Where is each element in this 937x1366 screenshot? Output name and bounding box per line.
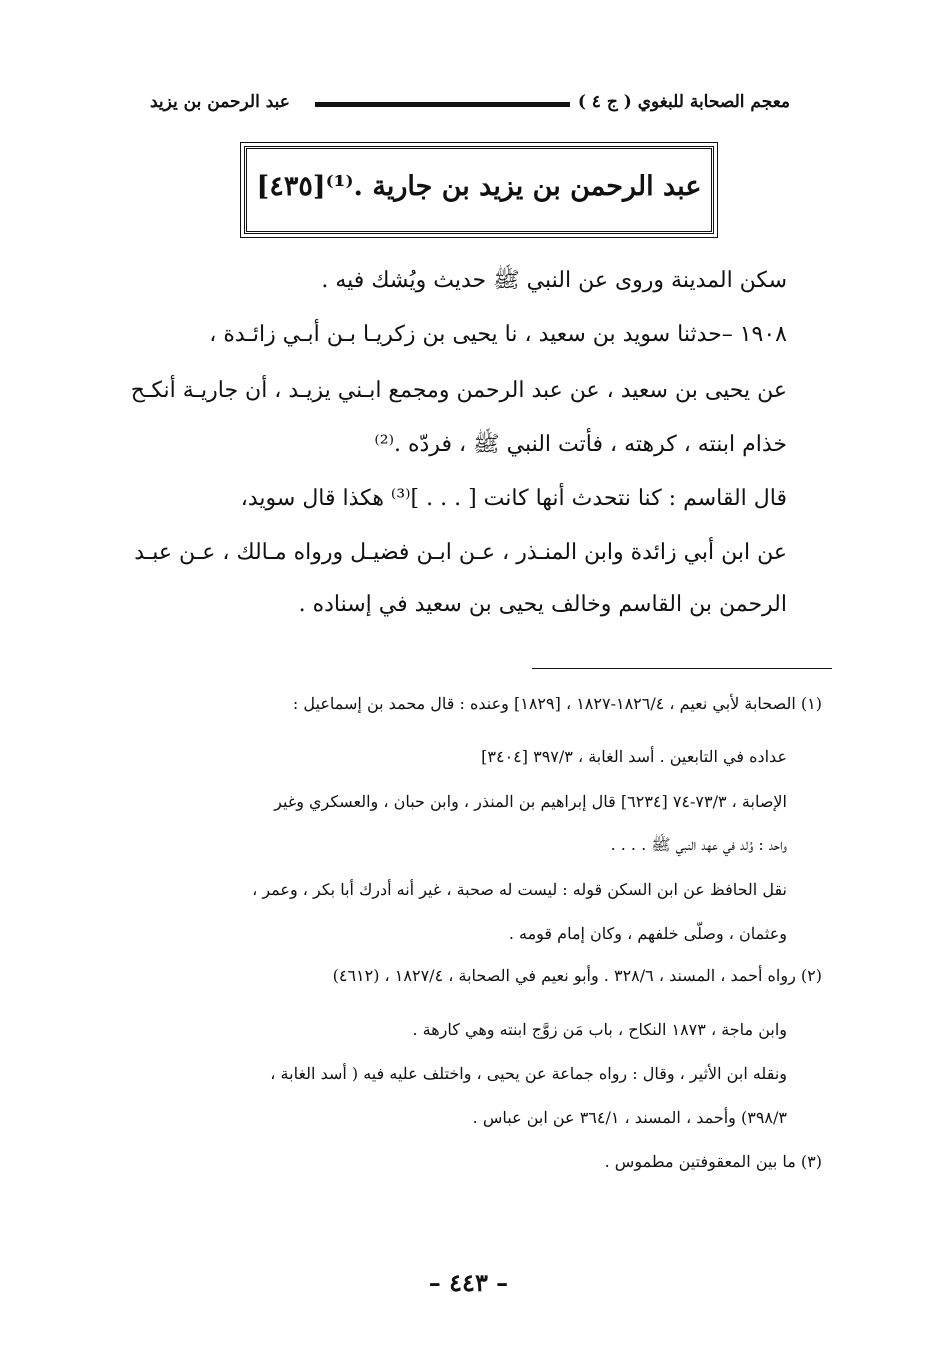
body-line-2: ١٩٠٨ –حدثنا سويد بن سعيد ، نا يحيى بن زكريـا بـن أبـي زائـدة ، [209,322,787,347]
body-line-5: قال القاسم : كنا نتحدث أنها كانت [ . . . ]⁽³⁾ هكذا قال سويد، [240,486,787,511]
header-book-title: معجم الصحابة للبغوي ( ج ٤ ) [577,92,790,112]
footnote-1-line-5: نقل الحافظ عن ابن السكن قوله : ليست له صحبة ، غير أنه أدرك أبا بكر ، وعمر ، [252,880,787,899]
body-line-3: عن يحيى بن سعيد ، عن عبد الرحمن ومجمع ابـني يزيـد ، أن جاريـة أنكـح [130,378,787,403]
footnote-2-line-1: (٢) رواه أحمد ، المسند ، ٣٢٨/٦ . وأبو نعيم في الصحابة ، ١٨٢٧/٤ ، (٤٦١٢) [332,966,822,985]
footnote-1-line-1: (١) الصحابة لأبي نعيم ، ١٨٢٦/٤-١٨٢٧ ، [١٨٢٩] وعنده : قال محمد بن إسماعيل : [292,694,822,713]
entry-title: عبد الرحمن بن يزيد بن جارية .⁽¹⁾[٤٣٥] [256,171,702,202]
footnote-1-line-4: واحد : وُلد في عهد النبي ﷺ . . . . [610,835,787,854]
footnote-1-line-3: الإصابة ، ٧٣/٣-٧٤ [٦٢٣٤] قال إبراهيم بن المنذر ، وابن حبان ، والعسكري وغير [274,792,787,811]
running-header [150,92,790,122]
footnote-2-line-4: ٣٩٨/٣) وأحمد ، المسند ، ٣٦٤/١ عن ابن عباس . [472,1108,787,1127]
footnote-1-line-2: عداده في التابعين . أسد الغابة ، ٣٩٧/٣ [٣٤٠٤] [481,747,787,766]
footnote-3: (٣) ما بين المعقوفتين مطموس . [604,1152,822,1171]
body-line-7: الرحمن بن القاسم وخالف يحيى بن سعيد في إسناده . [298,592,787,617]
header-rule [315,102,570,107]
header-section-title: عبد الرحمن بن يزيد [150,92,290,112]
footnote-rule [532,668,832,669]
footnote-1-line-6: وعثمان ، وصلّى خلفهم ، وكان إمام قومه . [508,924,787,943]
entry-title-box [244,146,714,234]
footnote-2-line-2: وابن ماجة ، ١٨٧٣ النكاح ، باب مَن زوَّج ابنته وهي كارهة . [412,1020,787,1039]
body-line-1: سكن المدينة وروى عن النبي ﷺ حديث ويُشك فيه . [321,268,787,293]
footnote-2-line-3: ونقله ابن الأثير ، وقال : رواه جماعة عن يحيى ، واختلف عليه فيه ( أسد الغابة ، [270,1064,787,1083]
body-line-4: خذام ابنته ، كرهته ، فأتت النبي ﷺ ، فردّه .⁽²⁾ [374,432,787,457]
body-line-6: عن ابن أبي زائدة وابن المنـذر ، عـن ابـن فضيـل ورواه مـالك ، عـن عبـد [134,540,787,565]
page-number: – ٤٤٣ – [428,1268,509,1297]
